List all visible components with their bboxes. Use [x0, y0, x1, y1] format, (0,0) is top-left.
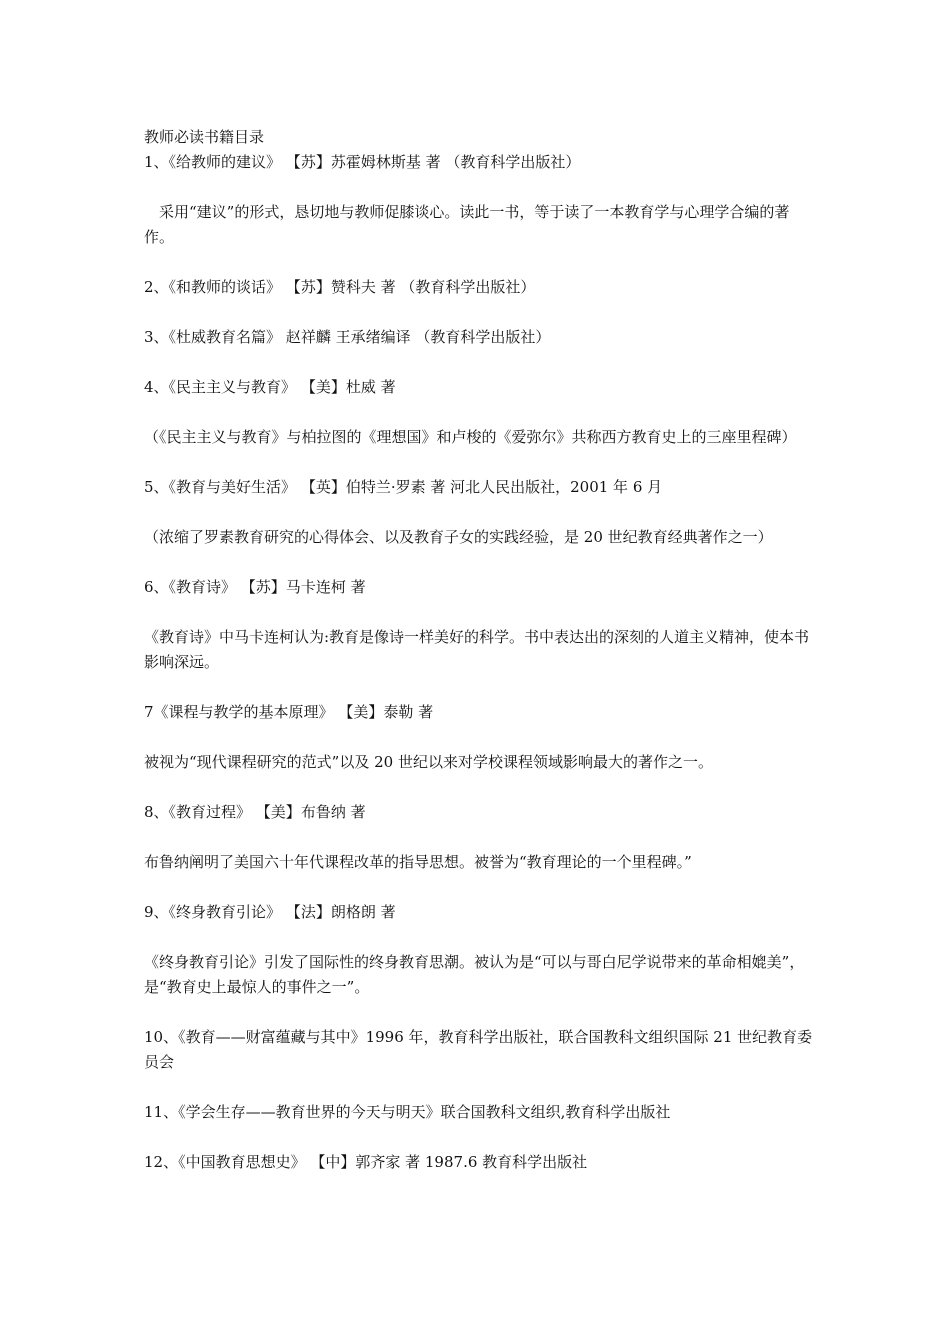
document-body — [144, 124, 814, 1175]
book-entry-5: 5、《教育与美好生活》 【英】伯特兰·罗素 著 河北人民出版社，2001 年 6 月 — [144, 478, 663, 496]
book-entry-6: 6、《教育诗》 【苏】马卡连柯 著 — [144, 578, 366, 596]
book-note-6: 《教育诗》中马卡连柯认为:教育是像诗一样美好的科学。书中表达出的深刻的人道主义精神，使本书影响深远。 — [144, 628, 810, 671]
book-note-9: 《终身教育引论》引发了国际性的终身教育思潮。被认为是“可以与哥白尼学说带来的革命相媲美”，是“教育史上最惊人的事件之一”。 — [144, 953, 805, 996]
book-entry-3: 3、《杜威教育名篇》 赵祥麟 王承绪编译 （教育科学出版社） — [144, 328, 551, 346]
book-note-8: 布鲁纳阐明了美国六十年代课程改革的指导思想。被誉为“教育理论的一个里程碑。” — [144, 853, 692, 871]
book-entry-2: 2、《和教师的谈话》 【苏】赞科夫 著 （教育科学出版社） — [144, 278, 536, 296]
book-entry-12: 12、《中国教育思想史》 【中】郭齐家 著 1987.6 教育科学出版社 — [144, 1153, 588, 1171]
book-entry-11: 11、《学会生存——教育世界的今天与明天》联合国教科文组织,教育科学出版社 — [144, 1103, 671, 1121]
book-entry-10: 10、《教育——财富蕴藏与其中》1996 年，教育科学出版社，联合国教科文组织国际 21 世纪教育委员会 — [144, 1028, 813, 1071]
book-note-1: 采用“建议”的形式，恳切地与教师促膝谈心。读此一书，等于读了一本教育学与心理学合编的著作。 — [144, 203, 790, 246]
book-entry-4: 4、《民主主义与教育》 【美】杜威 著 — [144, 378, 396, 396]
book-entry-9: 9、《终身教育引论》 【法】朗格朗 著 — [144, 903, 396, 921]
book-entry-8: 8、《教育过程》 【美】布鲁纳 著 — [144, 803, 366, 821]
book-entry-1: 1、《给教师的建议》 【苏】苏霍姆林斯基 著 （教育科学出版社） — [144, 153, 581, 171]
book-note-7: 被视为“现代课程研究的范式”以及 20 世纪以来对学校课程领域影响最大的著作之一。 — [144, 753, 713, 771]
document-title: 教师必读书籍目录 — [144, 128, 265, 146]
book-note-4: （《民主主义与教育》与柏拉图的《理想国》和卢梭的《爱弥尔》共称西方教育史上的三座里程碑） — [144, 428, 797, 446]
book-entry-7: 7《课程与教学的基本原理》 【美】泰勒 著 — [144, 703, 434, 721]
book-note-5: （浓缩了罗素教育研究的心得体会、以及教育子女的实践经验，是 20 世纪教育经典著作之一） — [144, 528, 773, 546]
